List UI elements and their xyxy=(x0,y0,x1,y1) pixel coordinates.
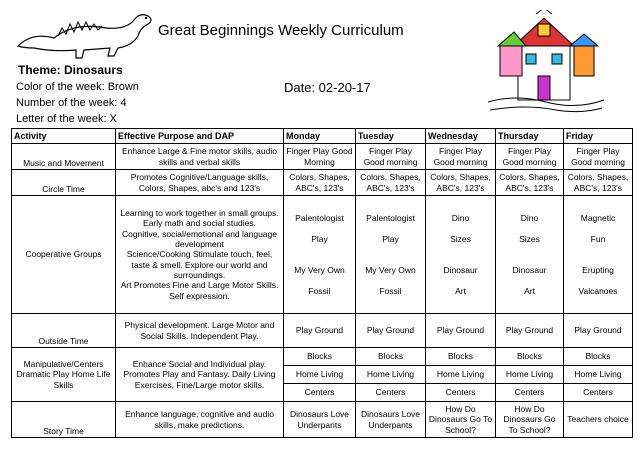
coop-fri-bot: Valcanoes xyxy=(578,285,618,296)
coop-wed-mid: Sizes xyxy=(450,233,471,244)
cell-circle-wed: Colors, Shapes, ABC's, 123's xyxy=(426,170,496,196)
purpose-coop-b: Cognitive, social/emotional and language development xyxy=(122,228,277,249)
cell-home-thu: Home Living xyxy=(496,366,564,384)
coop-thu-low: Dinosaur xyxy=(512,264,547,275)
theme-label: Theme: Dinosaurs xyxy=(18,63,123,77)
coop-tue-mid: Play xyxy=(382,233,399,244)
table-row xyxy=(12,314,633,348)
cell-outside-thu: Play Ground xyxy=(496,314,564,348)
coop-mon-bot: Fossil xyxy=(308,285,331,296)
page-title: Great Beginnings Weekly Curriculum xyxy=(158,22,404,39)
table-row xyxy=(12,402,633,438)
cell-home-wed: Home Living xyxy=(426,366,496,384)
coop-tue-bot: Fossil xyxy=(379,285,402,296)
cell-blocks-thu: Blocks xyxy=(496,348,564,366)
purpose-music: Enhance Large & Fine motor skills, audio skills and verbal skills xyxy=(116,144,284,170)
purpose-coop-d: Art Promotes Fine and Large Motor Skills. Self expression. xyxy=(120,280,279,301)
cell-coop-tue xyxy=(356,196,426,314)
curriculum-table xyxy=(11,128,633,438)
coop-wed-bot: Art xyxy=(455,285,466,296)
cell-story-mon: Dinosaurs Love Underpants xyxy=(284,402,356,438)
coop-tue-low: My Very Own xyxy=(365,264,416,275)
cell-circle-fri: Colors, Shapes, ABC's, 123's xyxy=(564,170,633,196)
cell-music-tue: Finger Play Good morning xyxy=(356,144,426,170)
cell-circle-thu: Colors, Shapes, ABC's, 123's xyxy=(496,170,564,196)
cell-outside-mon: Play Ground xyxy=(284,314,356,348)
letter-of-week: Letter of the week: X xyxy=(16,113,117,125)
activity-circle: Circle Time xyxy=(12,170,116,196)
table-row xyxy=(12,144,633,170)
purpose-story: Enhance language, cognitive and audio skills, make predictions. xyxy=(116,402,284,438)
table-header-row xyxy=(12,129,633,144)
purpose-circle: Promotes Cognitive/Language skills, Colors, Shapes, abc's and 123's xyxy=(116,170,284,196)
purpose-coop-a: Learning to work together in small groups. Early math and social studies. xyxy=(120,207,279,229)
table-row xyxy=(12,170,633,196)
header-tuesday: Tuesday xyxy=(356,129,426,144)
coop-tue-top: Palentologist xyxy=(366,213,415,224)
coop-thu-bot: Art xyxy=(524,285,535,296)
coop-fri-top: Magnetic xyxy=(580,213,616,224)
cell-circle-tue: Colors, Shapes, ABC's, 123's xyxy=(356,170,426,196)
cell-home-fri: Home Living xyxy=(564,366,633,384)
cell-centers-fri: Centers xyxy=(564,384,633,402)
activity-centers: Manipulative/Centers Dramatic Play Home Life Skills xyxy=(12,348,116,402)
coop-fri-mid: Fun xyxy=(590,233,606,244)
coop-thu-top: Dino xyxy=(520,213,539,224)
cell-home-mon: Home Living xyxy=(284,366,356,384)
cell-centers-mon: Centers xyxy=(284,384,356,402)
coop-mon-top: Palentologist xyxy=(295,213,344,224)
cell-music-mon: Finger Play Good Morning xyxy=(284,144,356,170)
cell-blocks-mon: Blocks xyxy=(284,348,356,366)
cell-story-wed: How Do Dinosaurs Go To School? xyxy=(426,402,496,438)
cell-blocks-fri: Blocks xyxy=(564,348,633,366)
purpose-coop-c: Science/Cooking Stimulate touch, feel, taste & smell. Explore our world and surroundings. xyxy=(126,249,273,281)
cell-outside-tue: Play Ground xyxy=(356,314,426,348)
cell-centers-thu: Centers xyxy=(496,384,564,402)
cell-outside-wed: Play Ground xyxy=(426,314,496,348)
color-of-week: Color of the week: Brown xyxy=(16,81,139,93)
cell-coop-mon xyxy=(284,196,356,314)
header-friday: Friday xyxy=(564,129,633,144)
schoolhouse-clipart xyxy=(486,10,606,114)
cell-music-fri: Finger Play Good morning xyxy=(564,144,633,170)
cell-circle-mon: Colors, Shapes, ABC's, 123's xyxy=(284,170,356,196)
dinosaur-clipart xyxy=(14,2,162,60)
cell-story-thu: How Do Dinosaurs Go To School? xyxy=(496,402,564,438)
coop-fri-low: Erupting xyxy=(582,264,614,275)
activity-story: Story Time xyxy=(12,402,116,438)
purpose-coop xyxy=(116,196,284,314)
header-monday: Monday xyxy=(284,129,356,144)
coop-mon-low: My Very Own xyxy=(294,264,345,275)
header-wednesday: Wednesday xyxy=(426,129,496,144)
number-of-week: Number of the week: 4 xyxy=(16,97,127,109)
cell-coop-wed xyxy=(426,196,496,314)
cell-outside-fri: Play Ground xyxy=(564,314,633,348)
coop-wed-low: Dinosaur xyxy=(443,264,478,275)
header-purpose: Effective Purpose and DAP xyxy=(116,129,284,144)
table-row xyxy=(12,196,633,314)
header-activity: Activity xyxy=(12,129,116,144)
cell-blocks-wed: Blocks xyxy=(426,348,496,366)
coop-wed-top: Dino xyxy=(451,213,470,224)
cell-story-fri: Teachers choice xyxy=(564,402,633,438)
coop-mon-mid: Play xyxy=(311,233,328,244)
coop-thu-mid: Sizes xyxy=(519,233,540,244)
cell-centers-wed: Centers xyxy=(426,384,496,402)
cell-story-tue: Dinosaurs Love Underpants xyxy=(356,402,426,438)
purpose-outside: Physical development. Large Motor and Social Skills. Independent Play. xyxy=(116,314,284,348)
activity-coop: Cooperative Groups xyxy=(12,196,116,314)
table-row xyxy=(12,348,633,366)
purpose-centers: Enhance Social and Individual play. Promotes Play and Fantasy. Daily Living Exercises, Fine/Large motor skills. xyxy=(116,348,284,402)
cell-centers-tue: Centers xyxy=(356,384,426,402)
date-label: Date: 02-20-17 xyxy=(284,80,371,95)
cell-coop-thu xyxy=(496,196,564,314)
activity-outside: Outside Time xyxy=(12,314,116,348)
cell-music-thu: Finger Play Good morning xyxy=(496,144,564,170)
cell-coop-fri xyxy=(564,196,633,314)
cell-blocks-tue: Blocks xyxy=(356,348,426,366)
header-thursday: Thursday xyxy=(496,129,564,144)
activity-music: Music and Movement xyxy=(12,144,116,170)
cell-music-wed: Finger Play Good morning xyxy=(426,144,496,170)
cell-home-tue: Home Living xyxy=(356,366,426,384)
